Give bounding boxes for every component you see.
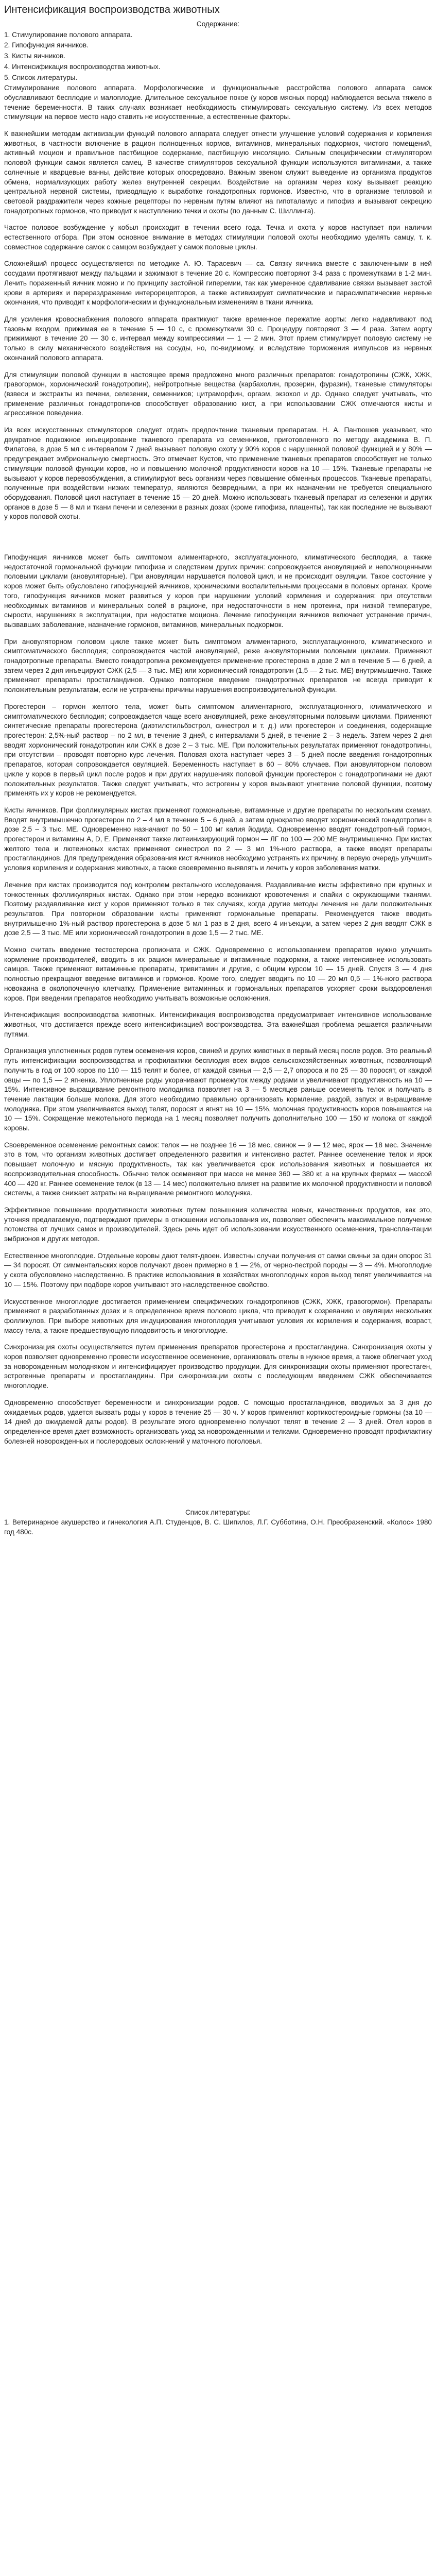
references-list xyxy=(4,1518,432,1537)
paragraph: Стимулирование полового аппарата. Морфологические и функциональные расстройства полового аппарата самок обуславливают бесплодие и малоплодие. Длительное сексуальное покое (у коров мясных пород) наблюдается весьма тяжело в течение беременности. В таких случаях возникает необходимость стимулировать сексуальную систему. Из всех методов стимуляции на первое место надо ставить не искусственные, а естественные факторы. xyxy=(4,84,432,121)
reference-item: 1. Ветеринарное акушерство и гинекология А.П. Студенцов, В. С. Шипилов, Л.Г. Субботина, О.Н. Преображенский. «Колос» 1980 год 480с. xyxy=(4,1518,432,1536)
paragraph: Организация уплотненных родов путем осеменения коров, свиней и других животных в первый месяц после родов. Это реальный путь интенсификации воспроизводства и профилактики бесплодия всех видов сельскохозяйственных животных, позволяющий получить в год от 100 коров по 110 — 115 телят и более, от каждой свиньи — 2,5 — 2,7 опороса и по 25 — 30 поросят, от каждой овцы — по 1,5 — 2 ягненка. Уплотненные роды укорачивают промежуток между родами и увеличивают продуктивность на 10 — 15%. Интенсивное выращивание ремонтного молодняка позволяет на 3 — 5 месяцев раньше осеменять телок и получать в течение лактации больше молока. Для этого необходимо правильно организовать кормление, раздой, запуск и выращивание молодняка. При этом увеличивается выход телят, поросят и ягнят на 10 — 15%, молочная продуктивность коров повышается на 10 — 15%. Сокращение межотельного периода на 1 месяц позволяет получить дополнительно 100 — 150 кг молока от каждой коровы. xyxy=(4,1047,432,1132)
paragraph: Прогестерон – гормон желтого тела, может быть симптомом алиментарного, эксплуатационного, климатического и симптоматического бесплодия; сопровождается чаще всего ановуляцией, реже ановуляторными половыми циклами. Применяют синтетические препараты прогестерона (диэтилстильбэстрол, синестрол и т. д.) или прогестерон и соединения, содержащие прогестерон: 2,5%-ный раствор – по 2 мл, в течение 3 дней, с интервалами 5 дней, в течение 2 – 3 недель. Затем через 2 дня вводят хорионический гонадотропин или СЖК в дозе 2 – 3 тыс. ME. При положительных результатах применяют гонадотропины, при отсутствии – проводят повторно курс лечения. Половая охота наступает через 3 – 5 дней после введения гонадотропных препаратов, которая сопровождается овуляцией. Беременность наступает в 60 – 80% случаев. При ановуляторном половом цикле у коров в первый цикл после родов и при других нарушениях половой функции прогестерон с гонадотропинами не дают положительных результатов. Также следует учитывать, что эстрогены у коров вызывают угнетение половой функции, поэтому применять их у коров не рекомендуется. xyxy=(4,702,432,798)
paragraph: К важнейшим методам активизации функций полового аппарата следует отнести улучшение условий содержания и кормления животных, в частности включение в рацион полноценных кормов, витаминов, минеральных подкормок, чистого помещений, активный моцион и правильное пастбищное содержание, пастбищную инсоляцию. Сильным специфическим стимулятором половой функции самок является самец. В качестве стимуляторов сексуальной функции используются витаминами, а также солнечные и кварцевые ванны, действие которых опосредовано. Важным звеном служит выведение из организма продуктов обмена, нормализующих работу желез внутренней секреции. Воздействие на организм через кожу вызывает реакцию центральной нервной системы, приводящую к выработке гонадотропных гормонов. Известно, что в организме тепловой и световой раздражители через кожные рецепторы по нервным путям влияют на гипоталамус и гипофиз и вызывают секрецию гонадотропных гормонов, что приводит к наступлению течки и охоты (по данным С. Шиллинга). xyxy=(4,130,432,215)
section-intensification xyxy=(4,1010,432,1446)
toc-item: 2. Гипофункция яичников. xyxy=(4,41,89,49)
paragraph: Синхронизация охоты осуществляется путем применения препаратов прогестерона и простагландина. Синхронизация охоты у коров позволяет одновременно провести искусственное осеменение, организовать отелы в нужное время, а также облегчает уход за новорожденным молодняком и интенсифицирует производство продукции. Для синхронизации охоты применяют прогестаген, эстрогенные препараты и простагландины. При синхронизации охоты с последующим введением СЖК обеспечивается многоплодие. xyxy=(4,1343,432,1390)
table-of-contents xyxy=(4,30,432,83)
toc-item: 5. Список литературы. xyxy=(4,73,78,81)
paragraph: Для усиления кровоснабжения полового аппарата практикуют также временное пережатие аорты: легко надавливают под тазовым входом, прижимая ее в течение 5 — 10 с, с промежутками 30 с. Процедуру повторяют 3 — 4 раза. Затем аорту прижимают в течение 20 — 30 с, интервал между компрессиями — 1 — 2 мин. Этот прием стимулирует половую систему не только в силу механического воздействия на сосуды, но, по-видимому, и вследствие торможения импульсов из нервных окончаний полового аппарата. xyxy=(4,315,432,362)
page-title: Интенсификация воспроизводства животных xyxy=(4,4,220,15)
page xyxy=(0,3,436,1548)
paragraph: Для стимуляции половой функции в настоящее время предложено много различных препаратов: гонадотропины (СЖК, ХЖК, гравогормон, хорионический гонадотропин), нейротропные вещества (карбахолин, прозерин, фуразин), тканевые стимуляторы (взвеси и экстракты из печени, селезенки, семенников; цитраморфин, оргаэм, экзохол и др. Однако следует учитывать, что применение различных гонадотропинов способствует образованию кист, а при использовании СЖК отмечаются кисты и агрессивное поведение. xyxy=(4,370,432,417)
paragraph: Эффективное повышение продуктивности животных путем повышения количества новых, качественных продуктов, как это, уточняя предлагаемую, подтверждают примеры в отношении использования их, позволяет обеспечить максимальное получение потомства от лучших самок и производителей. Здесь речь идет об использовании искусственного осеменения, трансплантации эмбрионов и других методов. xyxy=(4,1206,432,1243)
paragraph: При ановуляторном половом цикле также может быть симптомом алиментарного, эксплуатационного, климатического и симптоматического бесплодия; сопровождается частой ановуляцией, реже ановуляторными половыми циклами. Применяют гонадотропные препараты. Вместо гонадотропина рекомендуется применение прогестерона в дозе 2 мл в течение 5 — 6 дней, а затем через 2 дня инъецируют СЖК (2,5 — 3 тыс. ME) или хорионический гонадотропин (1,5 — 2 тыс. ME) внутримышечно. Также применяют препараты простагландинов. Однако повторное введение гонадотропных препаратов не всегда приводит к положительным результатам, если не устранены причины нарушения воспроизводительной функции. xyxy=(4,637,432,694)
references-heading: Список литературы: xyxy=(185,1509,251,1517)
paragraph: Из всех искусственных стимуляторов следует отдать предпочтение тканевым препаратам. Н. А. Пантюшев указывает, что двукратное подкожное инъецирование тканевого препарата из семенников, приготовленного по методу академика В. П. Филатова, в дозе 5 мл с интервалом 7 дней вызывает половую охоту у 90% коров с нарушенной половой функцией и у 80% — предупреждает эмбриональную смертность. Это отмечает Кустов, что применение тканевых препаратов способствует не только стимуляции половой функции коров, но и повышению молочной продуктивности коров на 10 — 15%. Тканевые препараты не вызывают у коров перевозбуждения, а стимулируют весь организм через повышение обменных процессов. Тканевые препараты, полученные при воздействии низких температур, являются безвредными, а при их назначении не требуется специального оборудования. Половой цикл наступает в течение 15 — 20 дней. Можно использовать тканевый препарат из селезенки и других органов в дозе 5 — 8 мл и ткани печени и селезенки в разных дозах (кроме гипофиза, плаценты), так как последние не вызывают у коров половой охоты. xyxy=(4,426,432,521)
section-stimulation xyxy=(4,83,432,522)
paragraph: Лечение при кистах производится под контролем ректального исследования. Раздавливание кисты эффективно при крупных и тонкостенных фолликулярных кистах. Однако при этом нередко возникают кровотечения и спайки с окружающими тканями. Поэтому раздавливание кист у коров применяют только в тех случаях, когда другие методы лечения не дали положительных результатов. При повторном образовании кисты применяют гормональные препараты. Рекомендуется также вводить внутримышечно 1%-ный раствор прогестерона в дозе 5 мл 1 раз в 2 дня, всего 4 инъекции, а затем через 2 дня вводят СЖК в дозе 2,5 — 3 тыс. ME или хорионический гонадотропин в дозе 1,5 — 2 тыс. ME. xyxy=(4,880,432,937)
toc-item: 3. Кисты яичников. xyxy=(4,52,65,60)
paragraph: Искусственное многоплодие достигается применением специфических гонадотропинов (СЖК, ХЖК, гравогормон). Препараты применяют в разработанных дозах и в определенное время полового цикла, что приводит к созреванию и овуляции нескольких фолликулов. При выборе животных для индуцирования многоплодия учитывают условия их кормления и содержания, возраст, массу тела, а также предшествующую плодовитость и многоплодие. xyxy=(4,1297,432,1334)
section-hypofunction xyxy=(4,553,432,1003)
paragraph: Частое половое возбуждение у кобыл происходит в течении всего года. Течка и охота у коров наступает при наличии естественного отбора. При этом основное внимание в методах стимуляции половой охоты необходимо уделять самцу, т. к. совместное содержание самок с самцом возбуждает у самок половые циклы. xyxy=(4,224,432,251)
toc-item: 4. Интенсификация воспроизводства животных. xyxy=(4,62,161,71)
paragraph: Сложнейший процесс осуществляется по методике А. Ю. Тарасевич — са. Связку яичника вместе с заключенными в ней сосудами протягивают между пальцами и зажимают в течение 20 с. Компрессию повторяют 3-4 раза с промежутками в 1-2 мин. Лечить пораженный яичник можно и по принципу застойной гиперемии, так как умеренное сдавливание связки вызывает застой крови в артериях и перераздражение интерорецепторов, а также активизирует симпатические и парасимпатические нервные окончания, что приводит к морфологическим и функциональным изменениям в ткани яичника. xyxy=(4,260,432,307)
paragraph: Одновременно способствует беременности и синхронизации родов. С помощью простагландинов, вводимых за 3 дня до ожидаемых родов, удается вызвать роды у коров в течение 25 — 30 ч. У коров применяют кортикостероидные гормоны (за 10 — 14 дней до ожидаемой даты родов). В результате этого одновременно получают телят в течение 2 — 3 дней. Отел коров в определенное время дает возможность организовать уход за новорожденными и телками. Одновременно проводят профилактику болезней новорожденных и послеродовых осложнений у маточного поголовья. xyxy=(4,1398,432,1445)
paragraph: Кисты яичников. При фолликулярных кистах применяют гормональные, витаминные и другие препараты по нескольким схемам. Вводят внутримышечно прогестерон по 2 – 4 мл в течение 5 – 6 дней, а затем однократно вводят хорионический гонадотропин в дозе 2,5 – 3 тыс. ME. Одновременно назначают по 50 – 100 мг калия йодида. Одновременно вводят гонадотропный гормон, прогестерон и витамины А, D, E. Применяют также лютеинизирующий гормон — ЛГ по 100 — 200 ME внутримышечно. При кистах желтого тела и лютеиновых кистах применяют синестрол по 2 — 3 мл 1%-ного раствора, а также вводят препараты простагландинов. Для предупреждения образования кист яичников необходимо устранять их причину, в первую очередь улучшить условия кормления и содержания животных, а также своевременно выявлять и лечить у коров заболевания матки. xyxy=(4,806,432,872)
toc-item: 1. Стимулирование полового аппарата. xyxy=(4,30,133,39)
paragraph: Можно считать введение тестостерона пропионата и СЖК. Одновременно с использованием препаратов нужно улучшить кормление производителей, вводить в их рацион минеральные и витаминные подкормки, а также интенсивнее использовать самцов. Также применяют витаминные препараты, тривитамин и другие, с общим курсом 10 — 15 дней. Спустя 3 — 4 дня полностью прекращают введение витаминов и гормонов. Кроме того, следует вводить по 10 — 20 мл 0,5 — 1%-ного раствора новокаина в околопочечную клетчатку. Применение витаминных и гормональных препаратов ускоряет сроки выздоровления коров. При введении препаратов необходимо учитывать возможные осложнения. xyxy=(4,946,432,1002)
toc-heading: Содержание: xyxy=(196,20,240,28)
paragraph: Интенсификация воспроизводства животных. Интенсификация воспроизводства предусматривает интенсивное использование животных, что достигается прежде всего интенсификацией воспроизводства. Эта важнейшая проблема решается различными путями. xyxy=(4,1011,432,1038)
paragraph: Гипофункция яичников может быть симптомом алиментарного, эксплуатационного, климатического бесплодия, а также недостаточной гормональной функции гипофиза и следствием других причин: сопровождается ановуляцией и неполноценными половыми циклами (ановуляторные). При ановуляции нарушается половой цикл, и не происходит овуляции. Такое состояние у коров может быть обусловлено гипофункцией яичников, хроническими воспалительными процессами в половых органах. Кроме того, гипофункция яичников может развиться у коров при нарушении условий кормления и содержания: при отсутствии необходимых витаминов и минеральных солей в рационе, при недостаточности в нем протеина, при низкой температуре, сырости, нарушениях в эксплуатации, при недостатке моциона. Лечение гипофункции яичников включает устранение причин, вызвавших заболевание, назначение гормонов, витаминов, минеральных подкормок. xyxy=(4,553,432,629)
paragraph: Естественное многоплодие. Отдельные коровы дают телят-двоен. Известны случаи получения от самки свиньи за один опорос 31 — 34 поросят. От симментальских коров получают двоен примерно в 1 — 2%, от черно-пестрой породы — 3 — 4%. Многоплодие у скота обусловлено наследственно. В практике использования в хозяйствах многоплодных коров выход телят увеличивается на 10 — 15%. Поэтому при подборе коров учитывают это наследственное свойство. xyxy=(4,1251,432,1289)
paragraph: Своевременное осеменение ремонтных самок: телок — не позднее 16 — 18 мес, свинок — 9 — 12 мес, ярок — 18 мес. Значение это в том, что организм животных достигает определенного развития и интенсивно растет. Раннее осеменение телок и ярок повышает молочную и мясную продуктивность, так как увеличивается срок использования животных и повышается их воспроизводительная способность. Обычно телок осеменяют при массе не менее 360 — 380 кг, а на крупных фермах — массой 400 — 420 кг. Раннее осеменение телок (в 13 — 14 мес) положительно влияет на развитие их молочной продуктивности и половой системы, а также снижает затраты на выращивание ремонтного молодняка. xyxy=(4,1141,432,1197)
